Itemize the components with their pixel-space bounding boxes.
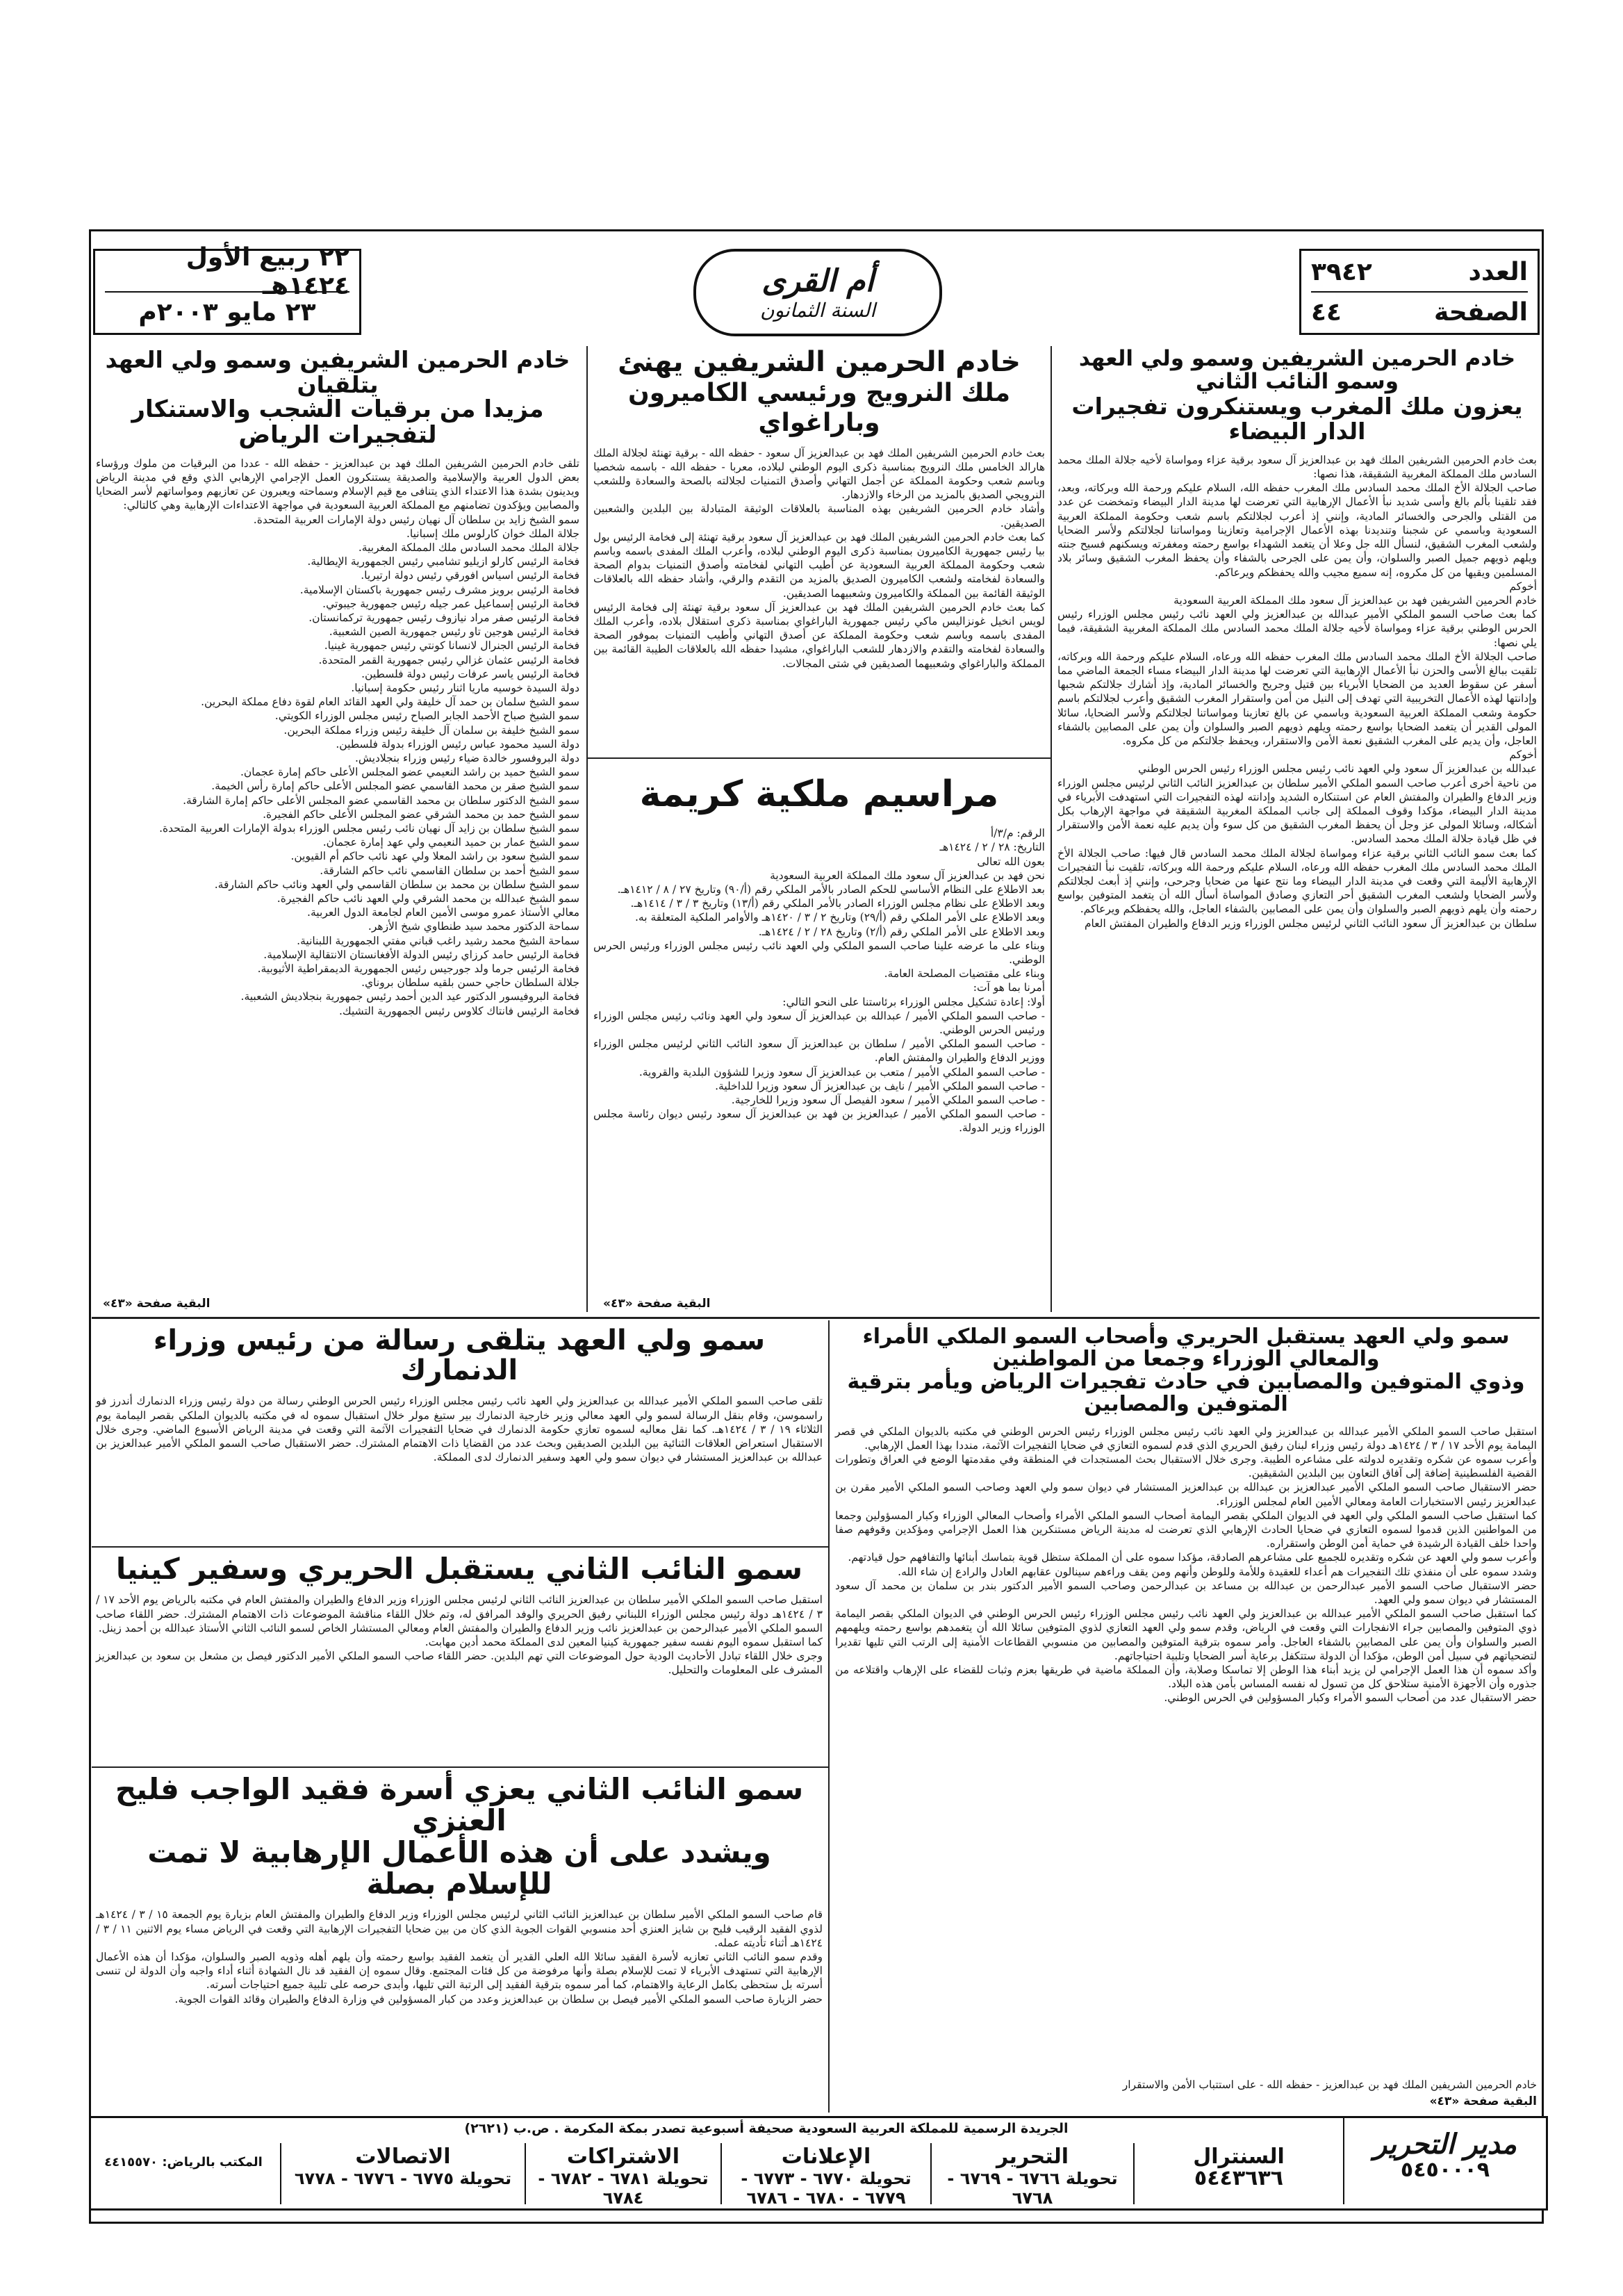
headline: سمو النائب الثاني يستقبل الحريري وسفير كينيا (115, 1552, 803, 1586)
contacts-label: الاتصالات (355, 2145, 451, 2169)
editor-title: مدير التحرير (1373, 2128, 1517, 2160)
headline: سمو ولي العهد يتلقى رسالة من رئيس وزراء الدنمارك (153, 1325, 766, 1387)
contact-footer (89, 2116, 1548, 2211)
continued-note: البقية صفحة «٤٣» (603, 1297, 711, 1311)
page-label: الصفحة (1433, 297, 1528, 327)
article-body: قام صاحب السمو الملكي الأمير سلطان بن عبدالعزيز النائب الثاني لرئيس مجلس الوزراء وزير الدفاع والطيران والمفتش العام بزيارة يوم الجمعة ١٥ / ٣ / ١٤٢٤هـ لذوي الفقيد الرقيب فليح بن شايز العنزي أحد منسوبي القوات الجوية الذي كان من بين ضحايا التفجيرات الإرهابية التي وقعت في الرياض مساء يوم الاثنين ١١ / ٣ / ١٤٢٤هـ أثناء تأديته عمله. وقدم سمو النائب الثاني تعازيه لأسرة الفقيد سائلا الله العلي القدير أن يتغمد الفقيد بواسع رحمته وأن يلهم أهله وذويه الصبر والسلوان، مؤكدا أن هذه الأعمال الإرهابية التي تستهدف الأبرياء لا تمت للإسلام بصلة وأنها مرفوضة من كل فئات المجتمع. وقال سموه إن الفقيد قد نال الشهادة أثناء أداء واجبه وأن الدولة لن تنسى أسرته بل ستحظى بكامل الرعاية والاهتمام، كما أمر سموه بترقية الفقيد إلى الرتبة التي تليها، وأبدى حرصه على تلبية جميع احتياجات أسرته. حضر الزيارة صاحب السمو الملكي الأمير فيصل بن سلطان بن عبدالعزيز وعدد من كبار المسؤولين في وزارة الدفاع والطيران وقائد القوات الجوية. (96, 1908, 823, 2006)
article-body: بعث خادم الحرمين الشريفين الملك فهد بن عبدالعزيز آل سعود برقية عزاء ومواساة لأخيه جلالة الملك محمد السادس ملك المملكة المغربية الشقيقة، هذا نصها: صاحب الجلالة الأخ الملك محمد السادس ملك المغرب حفظه الله، السلام عليكم ورحمة الله وبركاته، وبعد، فقد تلقينا بألم بالغ وأسى شديد نبأ الأعمال الإرهابية التي تعرضت لها مدينة الدار البيضاء وتمخضت عن عدد من القتلى والجرحى والخسائر المادية، وإنني إذ أعرب لجلالتكم باسم شعب وحكومة المملكة العربية السعودية وباسمي عن شجبنا وتنديدنا بهذه الأعمال الإجرامية وتعازينا ومواساتنا لجلالتكم ولأسر الضحايا ولشعب المغرب الشقيق، لنسأل الله جل وعلا أن يتغمد الشهداء بواسع رحمته ومغفرته ويسكنهم فسيح جنته ويلهم ذويهم جميل الصبر والسلوان، وأن يمن على الجرحى بالشفاء وأن يحفظ المغرب الشقيق وسائر بلاد المسلمين ويقيها من كل مكروه، إنه سميع مجيب والله يحفظكم ويرعاكم. أخوكم خادم الحرمين الشريفين فهد بن عبدالعزيز آل سعود ملك المملكة العربية السعودية كما بعث صاحب السمو الملكي الأمير عبدالله بن عبدالعزيز ولي العهد نائب رئيس مجلس الوزراء رئيس الحرس الوطني برقية عزاء ومواساة لأخيه جلالة الملك محمد السادس ملك المملكة المغربية الشقيقة، فيما يلي نصها: صاحب الجلالة الأخ الملك محمد السادس ملك المغرب حفظه الله ورعاه، السلام عليكم ورحمة الله وبركاته، تلقيت ببالغ الأسى والحزن نبأ الأعمال الإرهابية التي تعرضت لها مدينة الدار البيضاء مساء الجمعة الماضي مما أسفر عن سقوط العديد من الضحايا الأبرياء بين قتيل وجريح والخسائر المادية، وإذ أشارك جلالتكم شجبها وإدانتها لهذه الأعمال التخريبية التي تهدف إلى النيل من أمن واستقرار المغرب الشقيق وأعرب لجلالتكم باسم حكومة وشعب المملكة العربية السعودية وباسمي عن بالغ تعازينا ومواساتنا لجلالتكم ولأسر الضحايا، سائلا المولى القدير أن يتغمد الضحايا بواسع رحمته ويلهم ذويهم الصبر والسلوان وأن يمن على المصابين بالشفاء العاجل، وأن يديم على المغرب الشقيق نعمة الأمن والاستقرار، ويحفظ جلالتكم من كل مكروه. أخوكم عبدالله بن عبدالعزيز آل سعود ولي العهد نائب رئيس مجلس الوزراء رئيس الحرس الوطني من ناحية أخرى أعرب صاحب السمو الملكي الأمير سلطان بن عبدالعزيز النائب الثاني لرئيس مجلس الوزراء وزير الدفاع والطيران والمفتش العام عن استنكاره الشديد وإدانته لهذه التفجيرات التي استهدفت الأبرياء في مدينة الدار البيضاء، مؤكدا وقوف المملكة إلى جانب المملكة المغربية الشقيقة في مواجهة الإرهاب بكل أشكاله، وسائلا المولى عز وجل أن يحفظ المغرب الشقيق من كل سوء وأن يديم عليه نعمة الأمن والاستقرار في ظل قيادة جلالة الملك محمد السادس. كما بعث سمو النائب الثاني برقية عزاء ومواساة لجلالة الملك محمد السادس قال فيها: صاحب الجلالة الأخ الملك محمد السادس ملك المغرب حفظه الله ورعاه، السلام عليكم ورحمة الله وبركاته، تلقيت نبأ التفجيرات الإرهابية الأليمة التي وقعت في مدينة الدار البيضاء وما نتج عنها من ضحايا وجرحى، وإنني إذ أبعث لجلالتكم ولأسر الضحايا ولشعب المغرب الشقيق أحر التعازي وصادق المواساة أسأل الله أن يتغمد المتوفين بواسع رحمته وأن يلهم ذويهم الصبر والسلوان وأن يمن على المصابين بالشفاء العاجل، والله يحفظكم ويرعاكم. سلطان بن عبدالعزيز آل سعود النائب الثاني لرئيس مجلس الوزراء وزير الدفاع والطيران المفتش العام (1057, 453, 1537, 930)
headline-line-1: سمو ولي العهد يستقبل الحريري وأصحاب السمو الملكي الأمراء والمعالي الوزراء وجمعا من المواطنين (862, 1325, 1510, 1372)
ads-label: الإعلانات (781, 2145, 871, 2169)
headline (835, 1326, 1537, 1416)
newspaper-page (89, 229, 1544, 2224)
central-number: ٥٤٤٣٦٣٦ (1194, 2166, 1284, 2190)
article-body: تلقى صاحب السمو الملكي الأمير عبدالله بن عبدالعزيز ولي العهد نائب رئيس مجلس الوزراء رئيس الحرس الوطني رسالة من دولة رئيس وزراء الدنمارك أندرز فو راسموسن، وقام بنقل الرسالة لسمو ولي العهد معالي وزير خارجية الدنمارك بير ستيغ مولر خلال استقبال سموه له في مكتبه بالديوان الملكي بقصر اليمامة يوم الثلاثاء ١٩ / ٣ / ١٤٢٤هـ. كما نقل معاليه لسموه تعازي حكومة الدنمارك في ضحايا التفجيرات الآثمة التي وقعت في مدينة الرياض الأسبوع الماضي. وجرى خلال الاستقبال استعراض العلاقات الثنائية بين البلدين الصديقين وبحث عدد من القضايا ذات الاهتمام المشترك. حضر الاستقبال صاحب السمو الملكي الأمير عبدالعزيز بن عبدالله بن عبدالعزيز المستشار في ديوان سمو ولي العهد وسفير الدنمارك لدى المملكة. (92, 1395, 823, 1464)
editing-label: التحرير (996, 2145, 1069, 2169)
article-closing-line: خادم الحرمين الشريفين الملك فهد بن عبدالعزيز - حفظه الله - على استتباب الأمن والاستقرار (1122, 2078, 1537, 2091)
date-box (93, 243, 361, 335)
headline-line-1: خادم الحرمين الشريفين وسمو ولي العهد يتلقيان (105, 346, 570, 398)
article-condemnation-cables (96, 347, 579, 1317)
masthead-title: أم القرى (761, 263, 874, 299)
article-condolence-anazi (96, 1773, 823, 2113)
article-condolence-morocco (1057, 347, 1537, 1317)
continued-note: البقية صفحة «٤٣» (1429, 2094, 1537, 2108)
masthead-subtitle: السنة الثمانون (760, 299, 875, 322)
article-body: تلقى خادم الحرمين الشريفين الملك فهد بن عبدالعزيز - حفظه الله - عددا من البرقيات من ملوك ورؤساء بعض الدول العربية والإسلامية والصديقة يستنكرون العمل الإجرامي الإرهابي الذي وقع في مدينة الرياض ويدينون بشدة هذا الاعتداء الذي يتنافى مع قيم الإسلام وسماحته ويعبرون عن تعازيهم ومواساتهم لأسر الضحايا والمصابين ويؤكدون تضامنهم مع المملكة العربية السعودية في مواجهة الاعتداءات الإرهابية وهي كالتالي: سمو الشيخ زايد بن سلطان آل نهيان رئيس دولة الإمارات العربية المتحدة. جلالة الملك خوان كارلوس ملك إسبانيا. جلالة الملك محمد السادس ملك المملكة المغربية. فخامة الرئيس كارلو ازيليو تشامبي رئيس الجمهورية الإيطالية. فخامة الرئيس اسياس افورقي رئيس دولة ارتيريا. فخامة الرئيس برويز مشرف رئيس جمهورية باكستان الإسلامية. فخامة الرئيس إسماعيل عمر جيله رئيس جمهورية جيبوتي. فخامة الرئيس صفر مراد نيازوف رئيس جمهورية تركمانستان. فخامة الرئيس هوجين تاو رئيس جمهورية الصين الشعبية. فخامة الرئيس الجنرال لانسانا كونتي رئيس جمهورية غينيا. فخامة الرئيس عثمان غزالي رئيس جمهورية القمر المتحدة. فخامة الرئيس ياسر عرفات رئيس دولة فلسطين. دولة السيدة خوسيه ماريا اثنار رئيس حكومة إسبانيا. سمو الشيخ سلمان بن حمد آل خليفة ولي العهد القائد العام لقوة دفاع مملكة البحرين. سمو الشيخ صباح الأحمد الجابر الصباح رئيس مجلس الوزراء الكويتي. سمو الشيخ خليفة بن سلمان آل خليفة رئيس وزراء مملكة البحرين. دولة السيد محمود عباس رئيس الوزراء بدولة فلسطين. دولة البروفسور خالدة ضياء رئيس وزراء بنجلاديش. سمو الشيخ حميد بن راشد النعيمي عضو المجلس الأعلى حاكم إمارة عجمان. سمو الشيخ صقر بن محمد القاسمي عضو المجلس الأعلى حاكم إمارة رأس الخيمة. سمو الشيخ الدكتور سلطان بن محمد القاسمي عضو المجلس الأعلى حاكم إمارة الشارقة. سمو الشيخ حمد بن محمد الشرقي عضو المجلس الأعلى حاكم الفجيرة. سمو الشيخ سلطان بن زايد آل نهيان نائب رئيس مجلس الوزراء بدولة الإمارات العربية المتحدة. سمو الشيخ عمار بن حميد النعيمي ولي عهد إمارة عجمان. سمو الشيخ سعود بن راشد المعلا ولي عهد نائب حاكم أم القيوين. سمو الشيخ أحمد بن سلطان القاسمي نائب حاكم الشارقة. سمو الشيخ سلطان بن محمد بن سلطان القاسمي ولي العهد ونائب حاكم الشارقة. سمو الشيخ عبدالله بن محمد الشرقي ولي العهد نائب حاكم الفجيرة. معالي الأستاذ عمرو موسى الأمين العام لجامعة الدول العربية. سماحة الدكتور محمد سيد طنطاوي شيخ الأزهر. سماحة الشيخ محمد رشيد راغب قباني مفتي الجمهورية اللبنانية. فخامة الرئيس حامد كرزاي رئيس الدولة الأفغانستان الانتقالية الإسلامية. فخامة الرئيس جرما ولد جورجيس رئيس الجمهورية الديمقراطية الأثيوبية. جلالة السلطان حاجي حسن بلقيه سلطان بروناي. فخامة البروفيسور الدكتور عيد الدين أحمد رئيس جمهورية بنجلاديش الشعبية. فخامة الرئيس فانتاك كلاوس رئيس الجمهورية التشيك. (96, 457, 579, 1017)
gregorian-date: ٢٣ مايو ٢٠٠٣م (138, 297, 316, 327)
editor-number: ٥٤٥٠٠٠٩ (1400, 2158, 1490, 2182)
article-body: بعث خادم الحرمين الشريفين الملك فهد بن عبدالعزيز آل سعود - حفظه الله - برقية تهنئة لجلالة الملك هارالد الخامس ملك النرويج بمناسبة ذكرى اليوم الوطني لبلاده، معربا - حفظه الله - باسمه شخصيا وباسم شعب وحكومة المملكة عن أجمل التهاني وأصدق التمنيات لجلالته بالصحة والسعادة وللشعب النرويجي الصديق بالمزيد من الرخاء والازدهار. وأشاد خادم الحرمين الشريفين بهذه المناسبة بالعلاقات الوثيقة المتبادلة بين البلدين والشعبين الصديقين. كما بعث خادم الحرمين الشريفين الملك فهد بن عبدالعزيز آل سعود برقية تهنئة إلى فخامة الرئيس بول بيا رئيس جمهورية الكاميرون بمناسبة ذكرى اليوم الوطني لبلاده، وأعرب الملك المفدى باسمه وباسم شعب وحكومة المملكة العربية السعودية عن أطيب التهاني لفخامته وأصدق التمنيات بدوام الصحة والسعادة لفخامته ولشعب الكاميرون الصديق بالمزيد من التقدم والرقي، وأشاد حفظه الله بالعلاقات الوثيقة القائمة بين المملكة والكاميرون وشعبيهما الصديقين. كما بعث خادم الحرمين الشريفين الملك فهد بن عبدالعزيز آل سعود برقية تهنئة إلى فخامة الرئيس لويس انخيل غونزاليس ماكي رئيس جمهورية الباراغواي بمناسبة ذكرى استقلال بلاده، وأعرب الملك المفدى باسمه وباسم شعب وحكومة المملكة عن أصدق التهاني وأطيب التمنيات بموفور الصحة والسعادة لفخامته والتقدم والازدهار للشعب الباراغواي، مشيدا حفظه الله بالعلاقات الطيبة القائمة بين المملكة والباراغواي وشعبيهما الصديقين في شتى المجالات. (593, 446, 1045, 670)
article-body: الرقم: م/٣/أ التاريخ: ٢٨ / ٢ / ١٤٢٤هـ بعون الله تعالى نحن فهد بن عبدالعزيز آل سعود ملك المملكة العربية السعودية بعد الاطلاع على النظام الأساسي للحكم الصادر بالأمر الملكي رقم (أ/٩٠) وتاريخ ٢٧ / ٨ / ١٤١٢هـ. وبعد الاطلاع على نظام مجلس الوزراء الصادر بالأمر الملكي رقم (أ/١٣) وتاريخ ٣ / ٣ / ١٤١٤هـ. وبعد الاطلاع على الأمر الملكي رقم (أ/٢٩) وتاريخ ٢ / ٣ / ١٤٢٠هـ والأوامر الملكية المتعلقة به. وبعد الاطلاع على الأمر الملكي رقم (أ/٢) وتاريخ ٢٨ / ٢ / ١٤٢٤هـ. وبناء على ما عرضه علينا صاحب السمو الملكي ولي العهد نائب رئيس مجلس الوزراء ورئيس الحرس الوطني. وبناء على مقتضيات المصلحة العامة. أمرنا بما هو آت: أولا: إعادة تشكيل مجلس الوزراء برئاستنا على النحو التالي: - صاحب السمو الملكي الأمير / عبدالله بن عبدالعزيز آل سعود ولي العهد ونائب رئيس مجلس الوزراء ورئيس الحرس الوطني. - صاحب السمو الملكي الأمير / سلطان بن عبدالعزيز آل سعود النائب الثاني لرئيس مجلس الوزراء ووزير الدفاع والطيران والمفتش العام. - صاحب السمو الملكي الأمير / متعب بن عبدالعزيز آل سعود وزيرا للشؤون البلدية والقروية. - صاحب السمو الملكي الأمير / نايف بن عبدالعزيز آل سعود وزيرا للداخلية. - صاحب السمو الملكي الأمير / سعود الفيصل آل سعود وزيرا للخارجية. - صاحب السمو الملكي الأمير / عبدالعزيز بن فهد بن عبدالعزيز آل سعود رئيس ديوان رئاسة مجلس الوزراء وزير الدولة. (593, 827, 1045, 1135)
riyadh-office: المكتب بالرياض: ٤٤١٥٥٧٠ (104, 2155, 263, 2170)
headline (96, 1773, 823, 1899)
section-divider (92, 1766, 828, 1768)
footer-editing (930, 2143, 1133, 2208)
footer-publisher-line: الجريدة الرسمية للمملكة العربية السعودية صحيفة أسبوعية تصدر بمكة المكرمة . ص.ب (٢٦٢١) (464, 2121, 1069, 2136)
footer-ads (720, 2143, 930, 2208)
headline (593, 347, 1045, 438)
footer-central (1133, 2143, 1343, 2204)
central-label: السنترال (1193, 2145, 1285, 2169)
headline-line-2: وذوي المتوفين والمصابين في حادث تفجيرات الرياض ويأمر بترقية المتوفين والمصابين (847, 1369, 1525, 1417)
headline-line-1: سمو النائب الثاني يعزي أسرة فقيد الواجب فليح العنزي (115, 1772, 804, 1838)
subscriptions-label: الاشتراكات (566, 2145, 680, 2169)
editing-numbers: تحويلة ٦٧٦٦ - ٦٧٦٩ - ٦٧٦٨ (947, 2169, 1118, 2208)
article-second-deputy-receives (96, 1553, 823, 1762)
headline-line-2: مزيدا من برقيات الشجب والاستنكار لتفجيرات الرياض (131, 395, 544, 449)
headline (1057, 347, 1537, 445)
continued-note: البقية صفحة «٤٣» (103, 1297, 211, 1311)
column-divider (1051, 346, 1052, 1312)
column-divider (586, 346, 588, 1312)
article-crown-prince-receives (835, 1326, 1537, 2111)
article-body: استقبل صاحب السمو الملكي الأمير عبدالله بن عبدالعزيز ولي العهد نائب رئيس مجلس الوزراء رئيس الحرس الوطني في مكتبه بالديوان الملكي في قصر اليمامة يوم الأحد ١٧ / ٣ / ١٤٢٤هـ دولة رئيس وزراء لبنان رفيق الحريري الذي قدم لسموه التعازي في ضحايا التفجيرات الآثمة، منددا بهذا العمل الإرهابي. وأعرب سموه عن شكره وتقديره لدولته على مشاعره الطيبة. وجرى خلال الاستقبال بحث المستجدات في المنطقة وفي مقدمتها الوضع في العراق وتطورات القضية الفلسطينية إضافة إلى آفاق التعاون بين البلدين الشقيقين. حضر الاستقبال صاحب السمو الملكي الأمير عبدالعزيز بن عبدالله بن عبدالعزيز المستشار في ديوان سمو ولي العهد وصاحب السمو الملكي الأمير مقرن بن عبدالعزيز رئيس الاستخبارات العامة ومعالي الأمين العام لمجلس الوزراء. كما استقبل صاحب السمو الملكي ولي العهد في الديوان الملكي بقصر اليمامة أصحاب السمو الملكي الأمراء وأصحاب المعالي الوزراء وكبار المسؤولين وجمعا من المواطنين الذين قدموا لسموه التعازي في ضحايا الحادث الإرهابي الذي تعرضت له مدينة الرياض مستنكرين هذا العمل الإجرامي ومؤكدين وقوفهم صفا واحدا خلف القيادة الرشيدة في حماية أمن الوطن واستقراره. وأعرب سمو ولي العهد عن شكره وتقديره للجميع على مشاعرهم الصادقة، مؤكدا سموه على أن المملكة ستظل قوية بتماسك أبنائها والتفافهم حول قيادتهم. وشدد سموه على أن منفذي تلك التفجيرات هم أعداء للعقيدة وللأمة وللوطن وأنهم ومن يقف وراءهم سينالون عقابهم العادل والرادع إن شاء الله. حضر الاستقبال صاحب السمو الأمير عبدالرحمن بن عبدالله بن مساعد بن عبدالرحمن وصاحب السمو الأمير الدكتور بندر بن سلمان بن محمد آل سعود المستشار في ديوان سمو ولي العهد. كما استقبل صاحب السمو الملكي الأمير عبدالله بن عبدالعزيز ولي العهد نائب رئيس مجلس الوزراء رئيس الحرس الوطني في الديوان الملكي بقصر اليمامة ذوي المتوفين والمصابين جراء الانفجارات التي وقعت في الرياض، وقدم سمو ولي العهد التعازي لذوي المتوفين سائلا الله أن يتغمدهم بواسع رحمته ويلهمهم الصبر والسلوان وأن يمن على المصابين بالشفاء العاجل. وأمر سموه بترقية المتوفين والمصابين من منسوبي القطاعات الأمنية إلى الرتب التي تليها تقديرا لتضحياتهم في سبيل أمن الوطن، مؤكدا أن الدولة ستتكفل برعاية أسر الضحايا وتلبية احتياجاتهم. وأكد سموه أن هذا العمل الإجرامي لن يزيد أبناء هذا الوطن إلا تماسكا وصلابة، وأن المملكة ماضية في طريقها بعزم وثبات للقضاء على الإرهاب واقتلاعه من جذوره وأن الأجهزة الأمنية ستلاحق كل من تسول له نفسه المساس بأمن هذه البلاد. حضر الاستقبال عدد من أصحاب السمو الأمراء وكبار المسؤولين في الحرس الوطني. (835, 1425, 1537, 1705)
headline-line-1: خادم الحرمين الشريفين يهنئ (618, 346, 1021, 378)
masthead (693, 249, 942, 336)
page-header (89, 243, 1544, 338)
footer-editor (1343, 2118, 1546, 2204)
article-royal-decrees (593, 768, 1045, 1310)
subscriptions-numbers: تحويلة ٦٧٨١ - ٦٧٨٢ - ٦٧٨٤ (538, 2169, 709, 2208)
headline: مراسيم ملكية كريمة (639, 773, 999, 815)
headline-line-2: ملك النرويج ورئيسي الكاميرون وباراغواي (627, 379, 1011, 438)
page-number: ٤٤ (1311, 297, 1342, 327)
article-congratulations (593, 347, 1045, 751)
headline-line-2: يعزون ملك المغرب ويستنكرون تفجيرات الدار البيضاء (1071, 392, 1523, 445)
hijri-date: ٢٢ ربيع الأول ١٤٢٤هـ (186, 243, 349, 300)
contacts-numbers: تحويلة ٦٧٧٥ - ٦٧٧٦ - ٦٧٧٨ (294, 2169, 512, 2188)
footer-contacts (280, 2143, 525, 2204)
headline (96, 347, 579, 448)
footer-subscriptions (525, 2143, 720, 2208)
issue-box (1299, 249, 1540, 335)
section-divider (92, 1546, 828, 1548)
section-divider (92, 1317, 1540, 1319)
footer-riyadh-office (91, 2143, 276, 2204)
column-divider (828, 1320, 830, 2113)
article-body: استقبل صاحب السمو الملكي الأمير سلطان بن عبدالعزيز النائب الثاني لرئيس مجلس الوزراء وزير الدفاع والطيران والمفتش العام في مكتبه بالرياض يوم الأحد ١٧ / ٣ / ١٤٢٤هـ دولة رئيس مجلس الوزراء اللبناني رفيق الحريري والوفد المرافق له، وتم خلال اللقاء مناقشة الموضوعات ذات الاهتمام المشترك. حضر اللقاء صاحب السمو الملكي الأمير عبدالرحمن بن عبدالعزيز نائب وزير الدفاع والطيران والمفتش العام ومعالي المستشار الخاص لسمو النائب الثاني الأستاذ عبدالله بن أحمد زينل. كما استقبل سموه اليوم نفسه سفير جمهورية كينيا المعين لدى المملكة محمد أدين مهابت. وجرى خلال اللقاء تبادل الأحاديث الودية حول الموضوعات التي تهم البلدين. حضر اللقاء صاحب السمو الملكي الأمير الدكتور فيصل بن مشعل بن سعود بن عبدالعزيز المشرف على المعلومات والتحليل. (96, 1593, 823, 1677)
ads-numbers: تحويلة ٦٧٧٠ - ٦٧٧٣ - ٦٧٧٩ - ٦٧٨٠ - ٦٧٨٦ (741, 2169, 912, 2208)
section-divider (588, 757, 1051, 759)
headline-line-1: خادم الحرمين الشريفين وسمو ولي العهد وسمو النائب الثاني (1078, 346, 1516, 395)
headline-line-2: ويشدد على أن هذه الأعمال الإرهابية لا تمت للإسلام بصلة (147, 1835, 771, 1901)
issue-number: ٣٩٤٢ (1311, 257, 1372, 286)
article-denmark-letter (92, 1325, 823, 1541)
issue-label: العدد (1468, 257, 1528, 286)
